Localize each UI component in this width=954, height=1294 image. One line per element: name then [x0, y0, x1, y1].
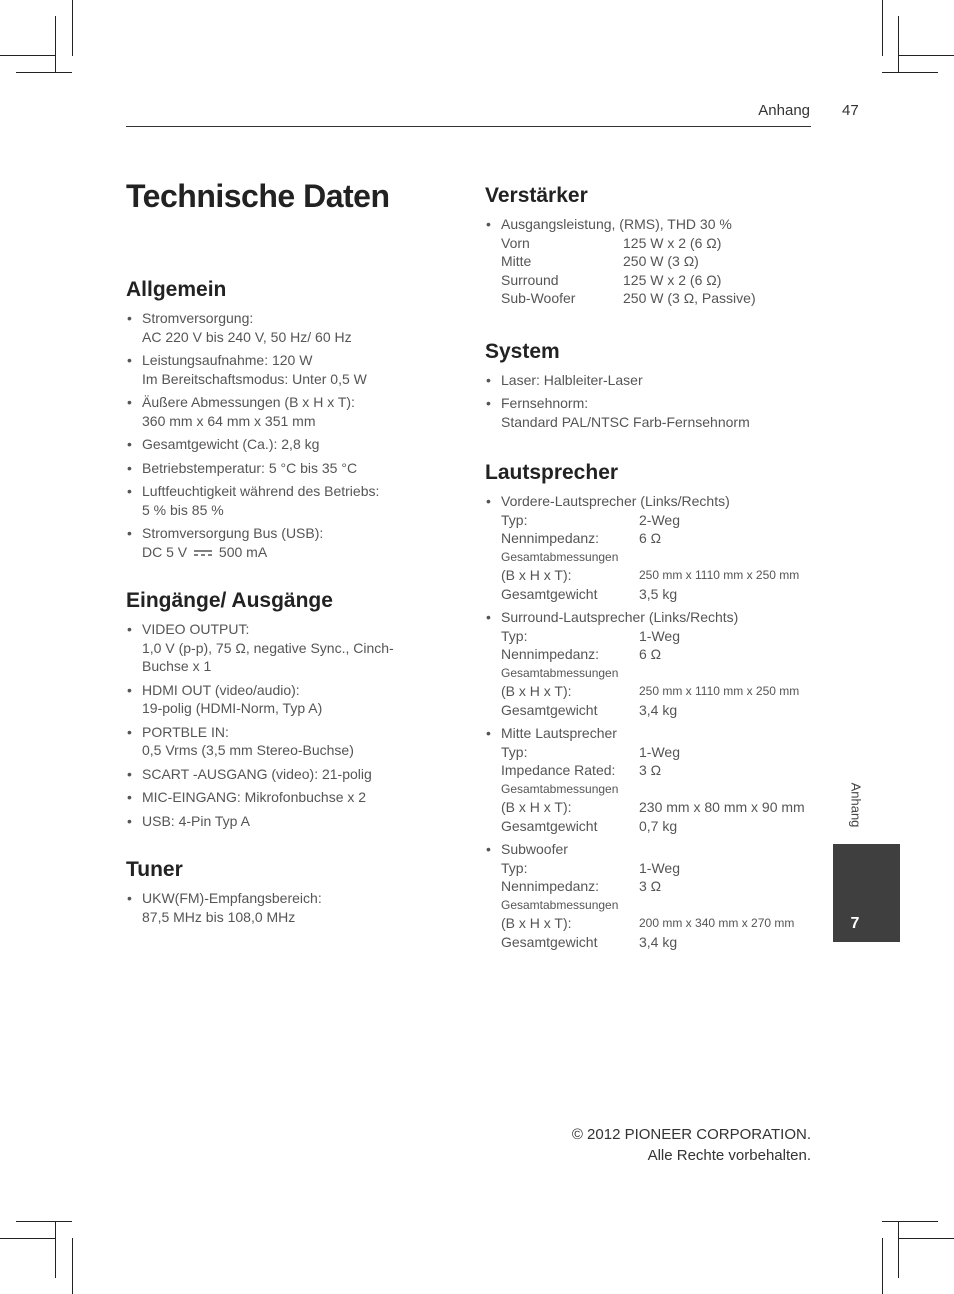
spec-row	[501, 252, 815, 271]
spec-row	[501, 664, 815, 683]
spec-list	[126, 889, 456, 926]
item-line: • Subwoofer	[501, 841, 568, 857]
list-item	[126, 524, 456, 561]
spec-key: Gesamtgewicht	[501, 701, 598, 718]
spec-key: (B x H x T):	[501, 683, 572, 699]
item-line: • Äußere Abmessungen (B x H x T):	[142, 394, 355, 410]
spec-row	[501, 761, 815, 780]
spec-key: Typ:	[501, 743, 528, 760]
spec-value: 0,7 kg	[639, 817, 678, 834]
spec-row	[501, 627, 815, 646]
list-item	[126, 723, 456, 760]
spec-value: 3 Ω	[639, 878, 662, 894]
spec-key: Nennimpedanz:	[501, 646, 600, 662]
spec-row	[501, 780, 815, 799]
spec-key: Gesamtgewicht	[501, 933, 598, 950]
spec-value: 1-Weg	[639, 743, 680, 760]
section-lautsprecher	[485, 459, 815, 951]
item-line: • PORTBLE IN:	[142, 723, 229, 740]
page-number: 47	[842, 102, 859, 119]
page-title: Technische Daten	[126, 178, 390, 214]
side-tab-label: Anhang	[848, 782, 864, 828]
item-line: Buchse x 1	[142, 658, 212, 674]
spec-key: Gesamtgewicht	[501, 817, 598, 834]
spec-row	[501, 817, 815, 836]
spec-key: (B x H x T):	[501, 799, 572, 815]
header-divider	[126, 126, 811, 127]
item-line: 0,5 Vrms (3,5 mm Stereo-Buchse)	[142, 742, 354, 758]
section-eingaenge-ausgaenge	[126, 587, 456, 830]
spec-value: 3,4 kg	[639, 933, 678, 950]
list-item	[126, 765, 456, 784]
list-item	[126, 812, 456, 831]
section-verstaerker	[485, 182, 815, 308]
spec-key: Surround	[501, 271, 559, 288]
spec-row	[501, 529, 815, 548]
spec-key: Vorn	[501, 234, 530, 251]
section-allgemein	[126, 276, 456, 561]
item-line: Im Bereitschaftsmodus: Unter 0,5 W	[142, 370, 367, 387]
list-item	[126, 620, 456, 676]
item-line: • Stromversorgung Bus (USB):	[142, 525, 324, 541]
item-line: • Gesamtgewicht (Ca.): 2,8 kg	[142, 436, 320, 452]
spec-row	[501, 933, 815, 952]
item-line: • Ausgangsleistung, (RMS), THD 30 %	[501, 216, 732, 232]
spec-row	[501, 859, 815, 878]
spec-row	[501, 682, 815, 701]
item-line: 87,5 MHz bis 108,0 MHz	[142, 908, 296, 925]
section-heading: Tuner	[126, 858, 183, 881]
item-line: • UKW(FM)-Empfangsbereich:	[142, 890, 322, 906]
item-line: • Fernsehnorm:	[501, 395, 589, 411]
spec-row	[501, 798, 815, 817]
section-heading: Eingänge/ Ausgänge	[126, 589, 333, 612]
spec-value: 3,4 kg	[639, 701, 678, 718]
spec-list	[126, 309, 456, 561]
spec-row	[501, 548, 815, 567]
spec-value: 250 mm x 1110 mm x 250 mm	[639, 568, 800, 582]
spec-key: Gesamtabmessungen	[501, 549, 619, 564]
section-heading: Lautsprecher	[485, 461, 619, 484]
spec-row	[501, 585, 815, 604]
spec-value: 1-Weg	[639, 859, 680, 876]
list-item	[126, 351, 456, 388]
spec-value: 250 W (3 Ω, Passive)	[623, 290, 756, 306]
spec-key: Mitte	[501, 253, 532, 269]
item-line	[142, 543, 456, 562]
dc-symbol-icon	[193, 548, 213, 558]
spec-row	[501, 896, 815, 915]
header-section-label: Anhang	[758, 102, 810, 119]
section-heading: System	[485, 339, 560, 363]
spec-key: Gesamtabmessungen	[501, 897, 619, 912]
list-item	[485, 394, 815, 431]
list-item	[126, 393, 456, 430]
section-system	[485, 338, 815, 432]
spec-key: Typ:	[501, 511, 528, 528]
spec-value: 230 mm x 80 mm x 90 mm	[639, 799, 805, 815]
item-line: • Betriebstemperatur: 5 °C bis 35 °C	[142, 459, 358, 476]
list-item	[126, 459, 456, 478]
list-item	[485, 840, 815, 951]
spec-value: 1-Weg	[639, 627, 680, 644]
item-line: • VIDEO OUTPUT:	[142, 621, 250, 637]
spec-row	[501, 566, 815, 585]
item-line: AC 220 V bis 240 V, 50 Hz/ 60 Hz	[142, 328, 352, 345]
spec-key: Typ:	[501, 859, 528, 876]
copyright-line: © 2012 PIONEER CORPORATION.	[571, 1126, 811, 1143]
item-line: 5 % bis 85 %	[142, 501, 224, 518]
item-text: 500 mA	[218, 543, 268, 560]
spec-key: (B x H x T):	[501, 915, 572, 931]
item-line: Standard PAL/NTSC Farb-Fernsehnorm	[501, 413, 750, 430]
list-item	[126, 788, 456, 807]
spec-key: Gesamtgewicht	[501, 585, 598, 602]
list-item	[126, 482, 456, 519]
chapter-number: 7	[850, 915, 860, 932]
item-line: • Surround-Lautsprecher (Links/Rechts)	[501, 609, 739, 625]
list-item	[485, 215, 815, 308]
spec-key: (B x H x T):	[501, 567, 572, 583]
spec-row	[501, 701, 815, 720]
list-item	[485, 492, 815, 603]
list-item	[126, 435, 456, 454]
spec-value: 200 mm x 340 mm x 270 mm	[639, 916, 795, 930]
spec-list	[485, 215, 815, 308]
spec-value: 6 Ω	[639, 530, 662, 546]
spec-value: 3 Ω	[639, 762, 662, 778]
spec-row	[501, 289, 815, 308]
item-line: 19-polig (HDMI-Norm, Typ A)	[142, 700, 323, 716]
list-item	[126, 681, 456, 718]
list-item	[485, 371, 815, 390]
spec-row	[501, 743, 815, 762]
item-line: • USB: 4-Pin Typ A	[142, 812, 250, 829]
item-line: • Luftfeuchtigkeit während des Betriebs:	[142, 483, 380, 499]
spec-key: Nennimpedanz:	[501, 530, 600, 546]
copyright-line: Alle Rechte vorbehalten.	[647, 1147, 811, 1164]
spec-value: 6 Ω	[639, 646, 662, 662]
spec-list	[485, 492, 815, 951]
spec-row	[501, 645, 815, 664]
item-text: DC 5 V	[142, 543, 188, 560]
spec-key: Impedance Rated:	[501, 762, 616, 778]
section-heading: Verstärker	[485, 184, 588, 207]
item-line: • Leistungsaufnahme: 120 W	[142, 352, 313, 368]
list-item	[485, 608, 815, 719]
item-line: • Stromversorgung:	[142, 310, 254, 326]
list-item	[126, 309, 456, 346]
spec-list	[485, 371, 815, 432]
spec-key: Gesamtabmessungen	[501, 781, 619, 796]
spec-value: 3,5 kg	[639, 585, 678, 602]
item-line: • Vordere-Lautsprecher (Links/Rechts)	[501, 493, 730, 509]
left-column	[126, 276, 456, 931]
item-line: • HDMI OUT (video/audio):	[142, 681, 300, 698]
spec-value: 125 W x 2 (6 Ω)	[623, 234, 722, 251]
spec-value: 250 mm x 1110 mm x 250 mm	[639, 684, 800, 698]
spec-key: Typ:	[501, 627, 528, 644]
copyright	[480, 1124, 811, 1166]
spec-key: Nennimpedanz:	[501, 878, 600, 894]
spec-key: Gesamtabmessungen	[501, 665, 619, 680]
spec-list	[126, 620, 456, 830]
spec-value: 250 W (3 Ω)	[623, 253, 699, 269]
spec-row	[501, 511, 815, 530]
section-tuner	[126, 856, 456, 926]
section-heading: Allgemein	[126, 278, 227, 301]
spec-value: 125 W x 2 (6 Ω)	[623, 271, 722, 288]
spec-row	[501, 877, 815, 896]
spec-key: Sub-Woofer	[501, 290, 576, 306]
item-line: 360 mm x 64 mm x 351 mm	[142, 412, 316, 429]
item-line: • Laser: Halbleiter-Laser	[501, 371, 643, 388]
spec-row	[501, 914, 815, 933]
right-column	[485, 182, 815, 956]
list-item	[485, 724, 815, 835]
item-line: • SCART -AUSGANG (video): 21-polig	[142, 765, 372, 782]
spec-value: 2-Weg	[639, 511, 680, 528]
item-line: • MIC-EINGANG: Mikrofonbuchse x 2	[142, 789, 367, 805]
item-line: 1,0 V (p-p), 75 Ω, negative Sync., Cinch-	[142, 639, 394, 656]
spec-row	[501, 234, 815, 253]
item-line: • Mitte Lautsprecher	[501, 725, 617, 741]
spec-row	[501, 271, 815, 290]
list-item	[126, 889, 456, 926]
